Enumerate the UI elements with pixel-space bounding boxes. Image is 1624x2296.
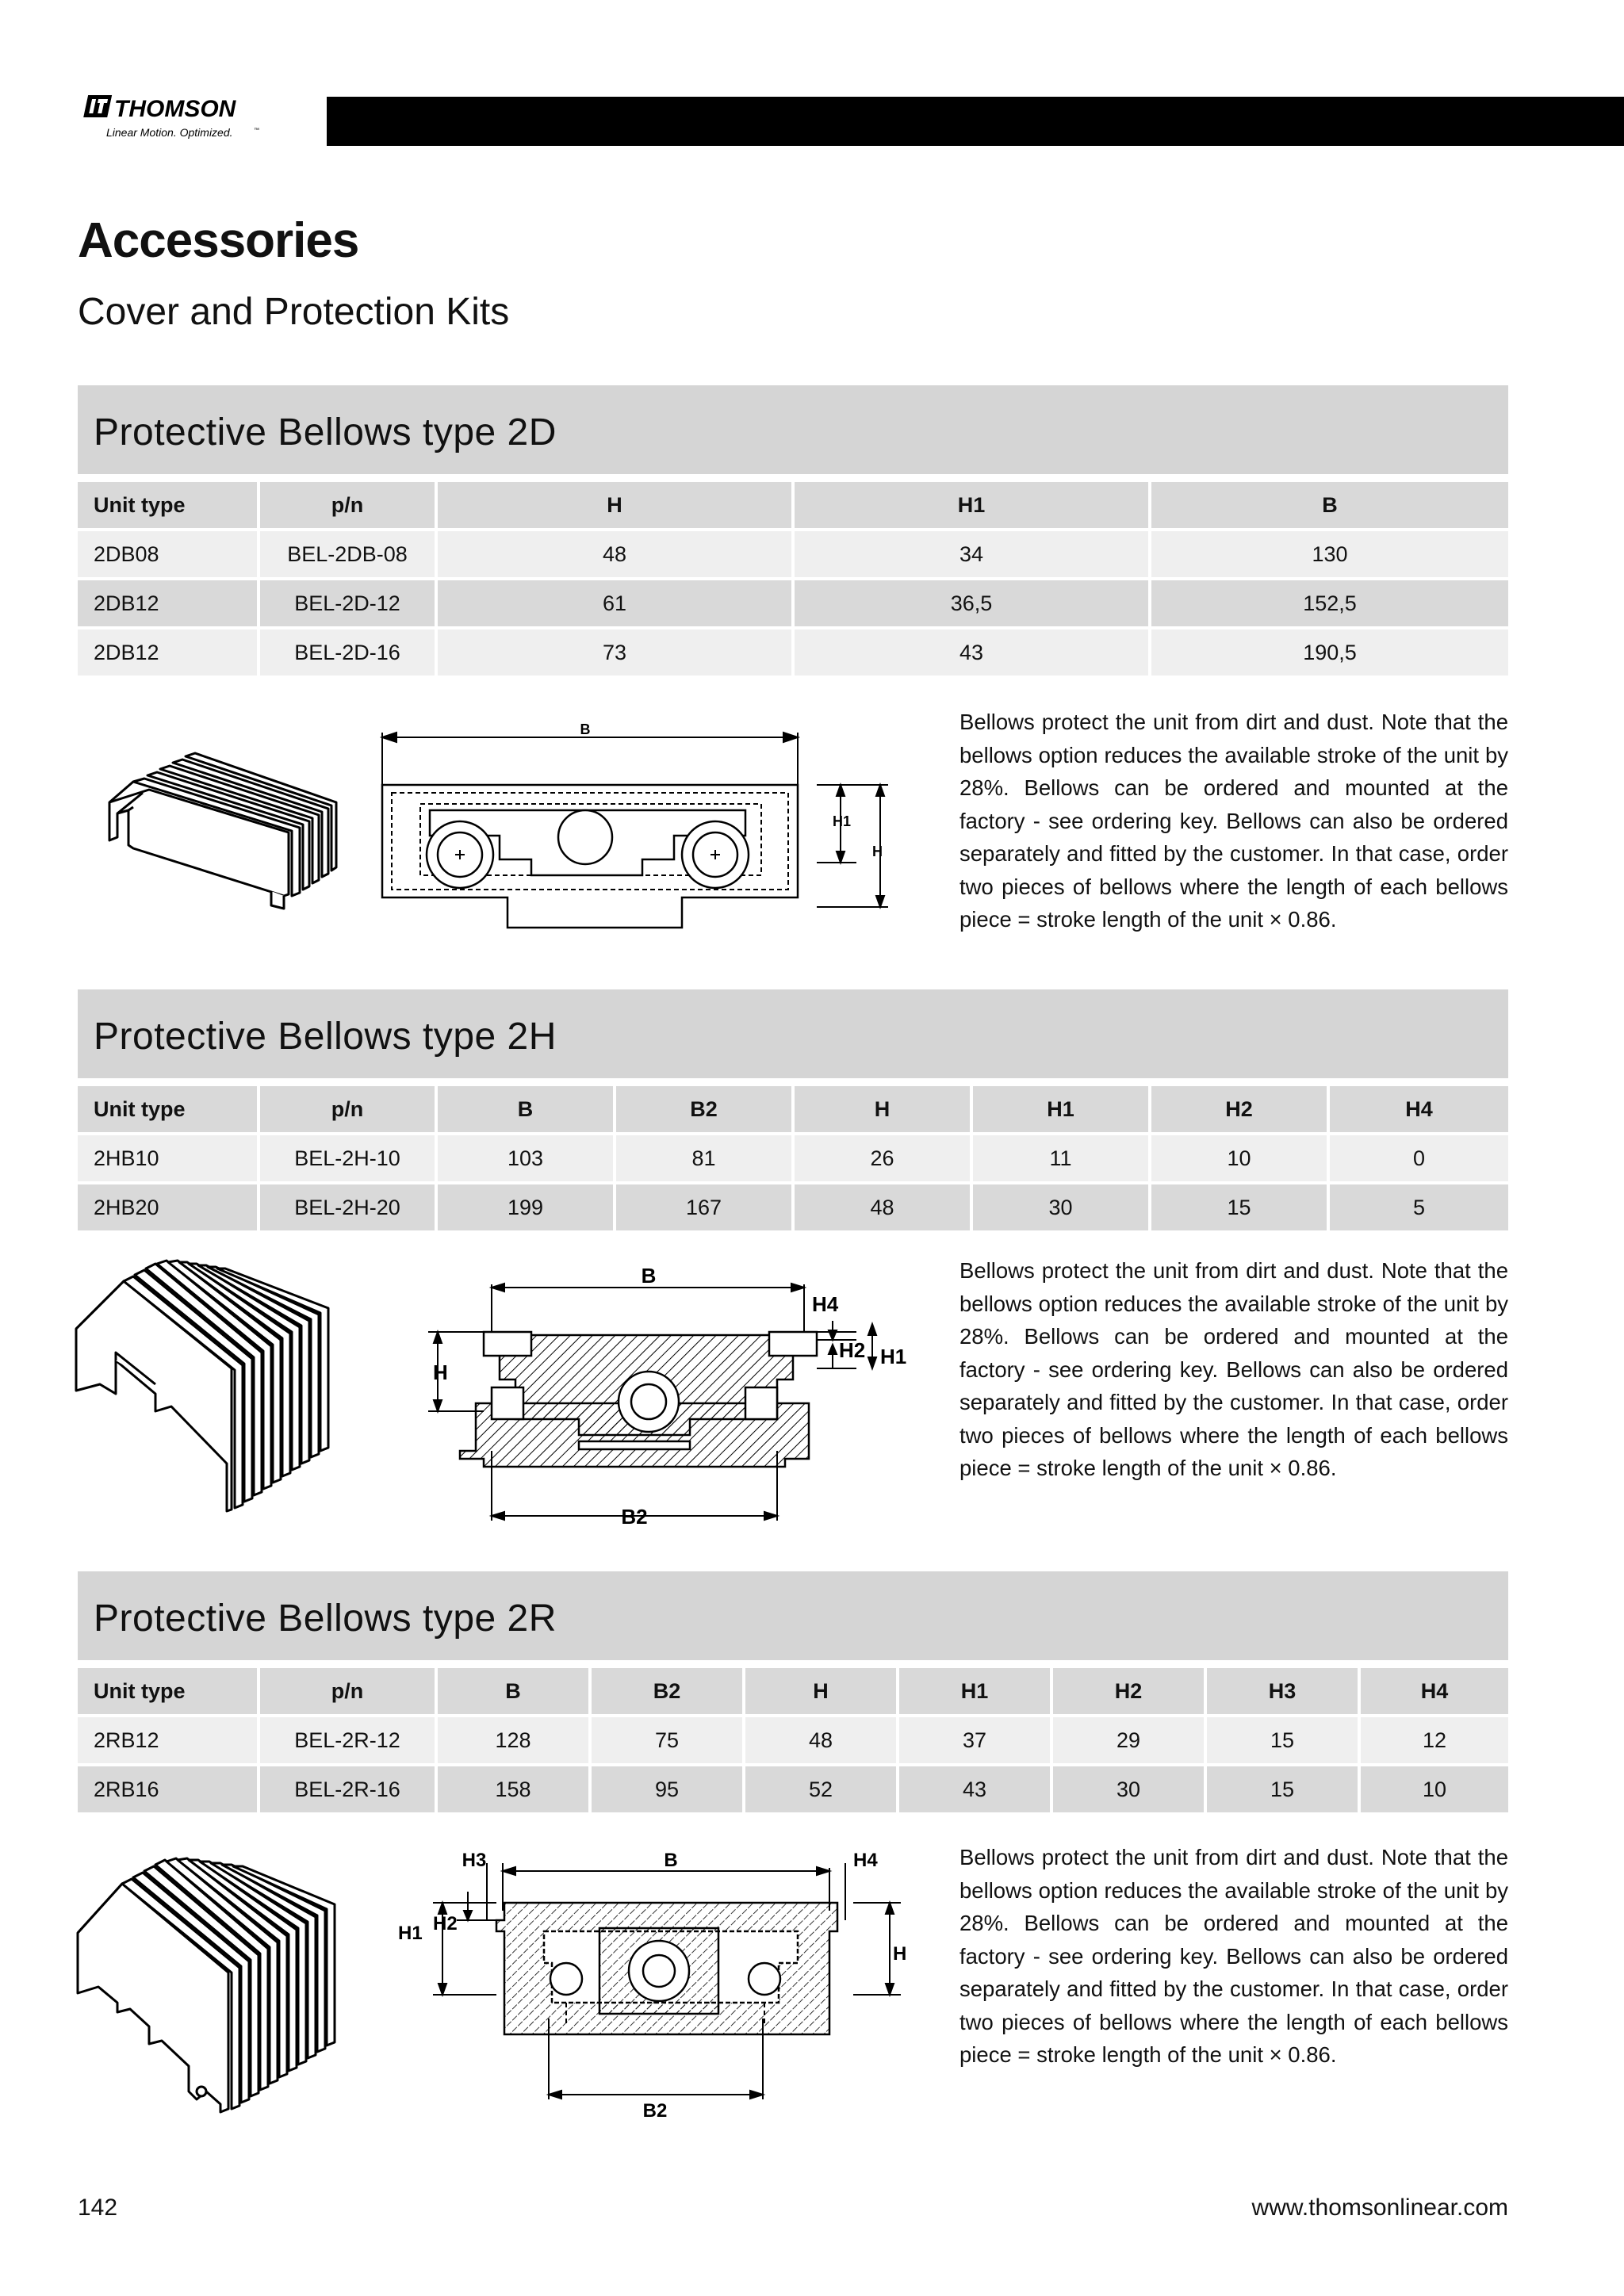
- thomson-logo: [78, 92, 284, 144]
- column-header: p/n: [260, 482, 438, 528]
- table-header-row: [78, 1086, 1508, 1132]
- bellows-2d-illustration: [102, 745, 339, 920]
- table-row: [78, 629, 1508, 675]
- table-cell: BEL-2H-10: [260, 1135, 438, 1181]
- header-bar: [327, 97, 1624, 146]
- table-cell: 15: [1207, 1766, 1361, 1812]
- table-cell: 43: [795, 629, 1151, 675]
- table-cell: 37: [899, 1717, 1053, 1763]
- dimension-label-b: B: [664, 1850, 678, 1871]
- dimension-label-h3: H3: [462, 1850, 487, 1871]
- table-cell: 5: [1330, 1184, 1508, 1230]
- table-cell: 103: [438, 1135, 616, 1181]
- column-header: H1: [795, 482, 1151, 528]
- spec-table-2r: [78, 1665, 1508, 1816]
- table-cell: BEL-2R-12: [260, 1717, 438, 1763]
- column-header: H2: [1053, 1668, 1207, 1714]
- table-cell: 30: [973, 1184, 1151, 1230]
- table-cell: 2HB20: [78, 1184, 260, 1230]
- column-header: B: [438, 1668, 592, 1714]
- table-cell: 190,5: [1151, 629, 1508, 675]
- dimension-label-h1: H1: [880, 1345, 907, 1368]
- column-header: Unit type: [78, 1668, 260, 1714]
- table-cell: 30: [1053, 1766, 1207, 1812]
- table-cell: 48: [795, 1184, 973, 1230]
- bellows-2h-illustration: [68, 1257, 354, 1527]
- table-cell: 29: [1053, 1717, 1207, 1763]
- table-header-row: [78, 1668, 1508, 1714]
- table-cell: BEL-2DB-08: [260, 531, 438, 577]
- cross-section-2r-drawing: [385, 1844, 940, 2122]
- table-cell: 48: [438, 531, 795, 577]
- dimension-label-h: H: [433, 1360, 448, 1384]
- table-cell: 199: [438, 1184, 616, 1230]
- table-cell: 26: [795, 1135, 973, 1181]
- column-header: p/n: [260, 1668, 438, 1714]
- table-cell: 36,5: [795, 580, 1151, 626]
- table-cell: 152,5: [1151, 580, 1508, 626]
- table-row: [78, 1184, 1508, 1230]
- column-header: Unit type: [78, 482, 260, 528]
- table-cell: 75: [592, 1717, 745, 1763]
- column-header: H1: [899, 1668, 1053, 1714]
- table-cell: BEL-2D-12: [260, 580, 438, 626]
- dimension-label-h1: H1: [398, 1923, 423, 1944]
- table-cell: 52: [745, 1766, 899, 1812]
- logo-trademark: ™: [254, 128, 259, 133]
- section-heading-2r: Protective Bellows type 2R: [78, 1571, 1508, 1660]
- table-cell: 81: [616, 1135, 795, 1181]
- table-cell: 130: [1151, 531, 1508, 577]
- table-cell: 2RB12: [78, 1717, 260, 1763]
- dimension-label-b2: B2: [621, 1505, 648, 1529]
- table-cell: BEL-2H-20: [260, 1184, 438, 1230]
- column-header: H4: [1361, 1668, 1508, 1714]
- website-link[interactable]: www.thomsonlinear.com: [1251, 2195, 1508, 2221]
- column-header: H: [745, 1668, 899, 1714]
- table-cell: 95: [592, 1766, 745, 1812]
- column-header: B2: [616, 1086, 795, 1132]
- column-header: B: [1151, 482, 1508, 528]
- table-cell: 11: [973, 1135, 1151, 1181]
- table-cell: 2HB10: [78, 1135, 260, 1181]
- table-cell: 2DB12: [78, 580, 260, 626]
- table-cell: 0: [1330, 1135, 1508, 1181]
- page-subtitle: Cover and Protection Kits: [78, 291, 510, 333]
- table-row: [78, 580, 1508, 626]
- spec-table-2h: [78, 1083, 1508, 1234]
- table-cell: 15: [1151, 1184, 1330, 1230]
- table-header-row: [78, 482, 1508, 528]
- table-cell: BEL-2D-16: [260, 629, 438, 675]
- cross-section-2h-drawing: [412, 1269, 952, 1530]
- table-cell: 12: [1361, 1717, 1508, 1763]
- dimension-label-h: H: [872, 844, 883, 859]
- column-header: p/n: [260, 1086, 438, 1132]
- dimension-label-h4: H4: [853, 1850, 878, 1871]
- section-heading-2d: Protective Bellows type 2D: [78, 385, 1508, 474]
- table-cell: 128: [438, 1717, 592, 1763]
- table-cell: 167: [616, 1184, 795, 1230]
- logo-wordmark: THOMSON: [114, 96, 236, 122]
- section-2h-description: Bellows protect the unit from dirt and dust. Note that the bellows option reduces the available stroke of the unit by 28%. Bellows can be ordered and mounted at the factory - see ordering key. Bellows can also be ordered separately and fitted by the customer. In that case, order two pieces of bellows where the length of each bellows piece = stroke length of the unit × 0.86.: [959, 1258, 1508, 1480]
- table-row: [78, 1717, 1508, 1763]
- column-header: B2: [592, 1668, 745, 1714]
- bellows-2r-illustration: [70, 1854, 355, 2120]
- dimension-label-h1: H1: [833, 813, 852, 829]
- table-cell: 61: [438, 580, 795, 626]
- spec-table-2d: [78, 479, 1508, 679]
- table-cell: 2RB16: [78, 1766, 260, 1812]
- column-header: B: [438, 1086, 616, 1132]
- dimension-label-h2: H2: [433, 1913, 458, 1934]
- column-header: H2: [1151, 1086, 1330, 1132]
- table-row: [78, 531, 1508, 577]
- table-cell: 10: [1361, 1766, 1508, 1812]
- table-cell: 34: [795, 531, 1151, 577]
- section-heading-2h: Protective Bellows type 2H: [78, 989, 1508, 1078]
- table-row: [78, 1766, 1508, 1812]
- section-2d-description: Bellows protect the unit from dirt and dust. Note that the bellows option reduces the available stroke of the unit by 28%. Bellows can be ordered and mounted at the factory - see ordering key. Bellows can also be ordered separately and fitted by the customer. In that case, order two pieces of bellows where the length of each bellows piece = stroke length of the unit × 0.86.: [959, 710, 1508, 932]
- table-cell: BEL-2R-16: [260, 1766, 438, 1812]
- page-title: Accessories: [78, 213, 359, 268]
- column-header: H3: [1207, 1668, 1361, 1714]
- page-number: 142: [78, 2195, 118, 2221]
- table-cell: 2DB12: [78, 629, 260, 675]
- table-cell: 2DB08: [78, 531, 260, 577]
- cross-section-2d-drawing: [373, 717, 912, 931]
- column-header: H: [795, 1086, 973, 1132]
- table-row: [78, 1135, 1508, 1181]
- table-cell: 73: [438, 629, 795, 675]
- column-header: H4: [1330, 1086, 1508, 1132]
- section-2r-description: Bellows protect the unit from dirt and dust. Note that the bellows option reduces the available stroke of the unit by 28%. Bellows can be ordered and mounted at the factory - see ordering key. Bellows can also be ordered separately and fitted by the customer. In that case, order two pieces of bellows where the length of each bellows piece = stroke length of the unit × 0.86.: [959, 1845, 1508, 2067]
- dimension-label-h2: H2: [839, 1338, 866, 1362]
- table-cell: 10: [1151, 1135, 1330, 1181]
- table-cell: 158: [438, 1766, 592, 1812]
- column-header: Unit type: [78, 1086, 260, 1132]
- table-cell: 43: [899, 1766, 1053, 1812]
- column-header: H1: [973, 1086, 1151, 1132]
- dimension-label-b: B: [580, 721, 591, 737]
- table-cell: 48: [745, 1717, 899, 1763]
- dimension-label-b2: B2: [642, 2100, 668, 2122]
- logo-tagline: Linear Motion. Optimized.: [106, 126, 233, 139]
- dimension-label-b: B: [641, 1269, 657, 1288]
- dimension-label-h: H: [893, 1943, 907, 1965]
- dimension-label-h4: H4: [812, 1292, 839, 1316]
- column-header: H: [438, 482, 795, 528]
- table-cell: 15: [1207, 1717, 1361, 1763]
